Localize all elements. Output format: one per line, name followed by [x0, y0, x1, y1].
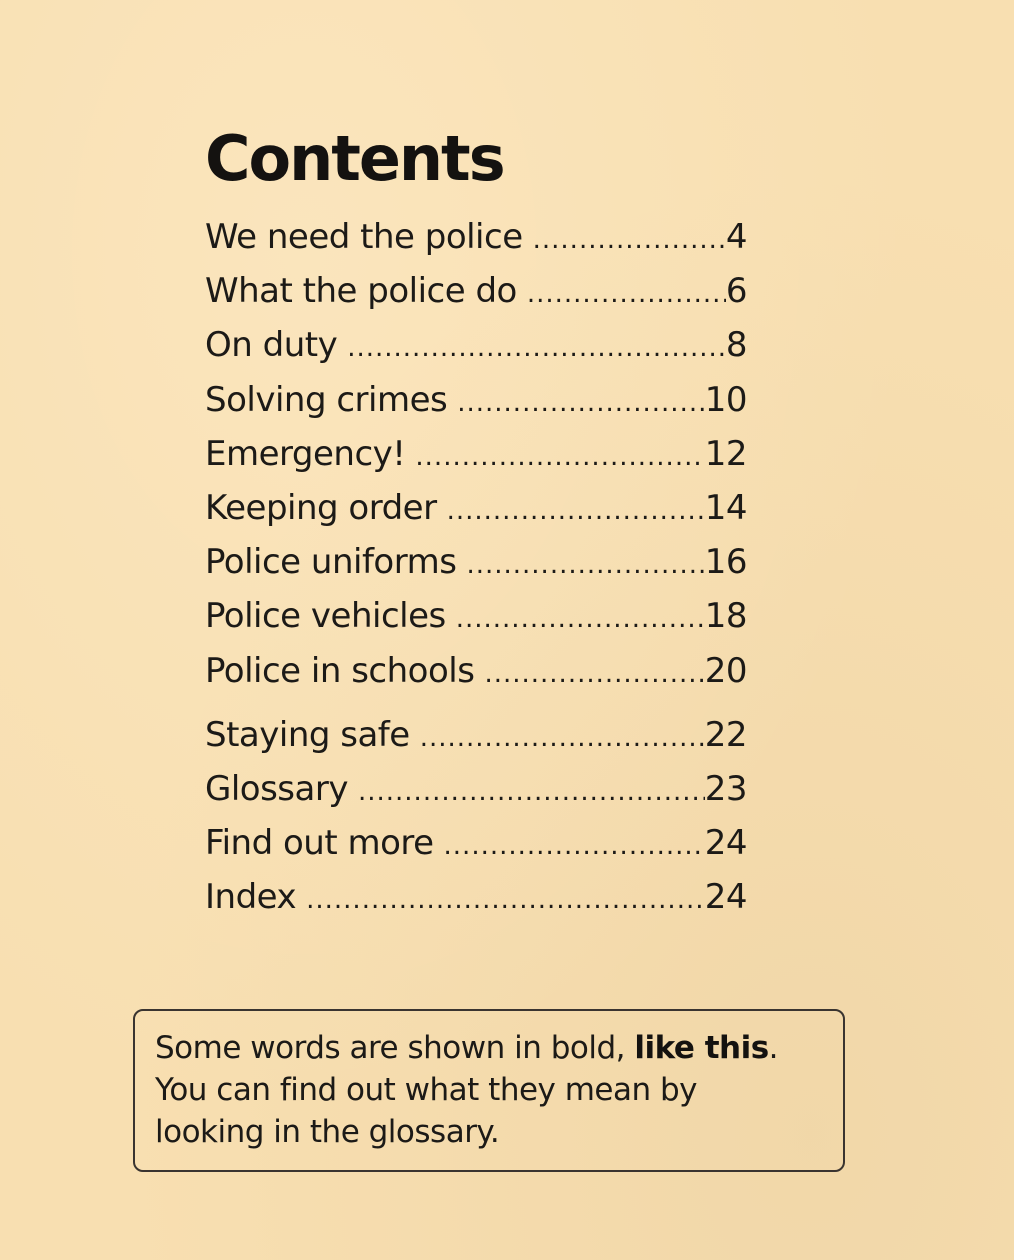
toc-entry[interactable]: [205, 589, 747, 643]
note-line-3: looking in the glossary.: [155, 1114, 500, 1150]
toc-dot-leader: [456, 592, 705, 646]
toc-entry-label: We need the police: [205, 217, 523, 257]
toc-entry-page: 24: [704, 823, 747, 864]
toc-entry-label: Police uniforms: [205, 542, 457, 583]
toc-entry-label: What the police do: [205, 271, 517, 312]
toc-entry[interactable]: [205, 481, 747, 535]
toc-entry[interactable]: [205, 762, 747, 816]
toc-entry-label: On duty: [205, 325, 338, 366]
toc-entry[interactable]: [205, 708, 747, 762]
toc-dot-leader: [447, 484, 705, 538]
toc-dot-leader: [457, 376, 705, 430]
toc-entry-label: Police in schools: [205, 650, 475, 691]
toc-entry-page: 8: [725, 325, 747, 366]
toc-entry[interactable]: [205, 816, 747, 870]
toc-entry-page: 10: [704, 379, 747, 420]
page-title: Contents: [205, 122, 504, 195]
toc-entry-label: Emergency!: [205, 433, 406, 474]
toc-entry-page: 12: [704, 433, 747, 474]
toc-entry[interactable]: [205, 210, 747, 264]
note-text-after: .: [768, 1030, 779, 1066]
toc-entry-page: 18: [704, 596, 747, 637]
toc-dot-leader: [306, 873, 705, 927]
toc-entry-page: 23: [704, 768, 747, 809]
toc-entry-page: 24: [704, 877, 747, 918]
toc-entry-label: Police vehicles: [205, 596, 446, 637]
table-of-contents: [205, 210, 747, 924]
toc-entry-label: Glossary: [205, 768, 348, 809]
toc-entry-label: Find out more: [205, 823, 434, 864]
toc-entry-page: 6: [725, 271, 747, 312]
toc-entry[interactable]: [205, 264, 747, 318]
toc-entry-label: Keeping order: [205, 487, 437, 528]
toc-dot-leader: [420, 711, 705, 765]
note-text-before: Some words are shown in bold,: [155, 1030, 635, 1066]
toc-dot-leader: [527, 267, 726, 321]
toc-dot-leader: [415, 430, 704, 484]
toc-entry-page: 16: [704, 542, 747, 583]
toc-entry[interactable]: [205, 427, 747, 481]
toc-entry-page: 4: [725, 217, 747, 257]
toc-entry-page: 20: [704, 650, 747, 691]
toc-entry[interactable]: [205, 535, 747, 589]
toc-entry-label: Solving crimes: [205, 379, 448, 420]
toc-dot-leader: [444, 819, 705, 873]
toc-entry[interactable]: [205, 373, 747, 427]
note-line-1: [155, 1027, 823, 1069]
toc-entry-page: 22: [704, 714, 747, 755]
glossary-note-box: [133, 1009, 845, 1172]
toc-dot-leader: [466, 538, 704, 592]
toc-entry[interactable]: [205, 644, 747, 698]
toc-entry[interactable]: [205, 870, 747, 924]
toc-entry-page: 14: [704, 487, 747, 528]
toc-dot-leader: [347, 321, 726, 375]
toc-dot-leader: [533, 213, 726, 267]
toc-dot-leader: [358, 765, 705, 819]
note-line-2: You can find out what they mean by: [155, 1072, 698, 1108]
toc-entry-label: Index: [205, 877, 297, 918]
note-bold-example: like this: [634, 1030, 769, 1066]
toc-dot-leader: [484, 647, 704, 701]
toc-entry[interactable]: [205, 318, 747, 372]
toc-entry-label: Staying safe: [205, 714, 410, 755]
